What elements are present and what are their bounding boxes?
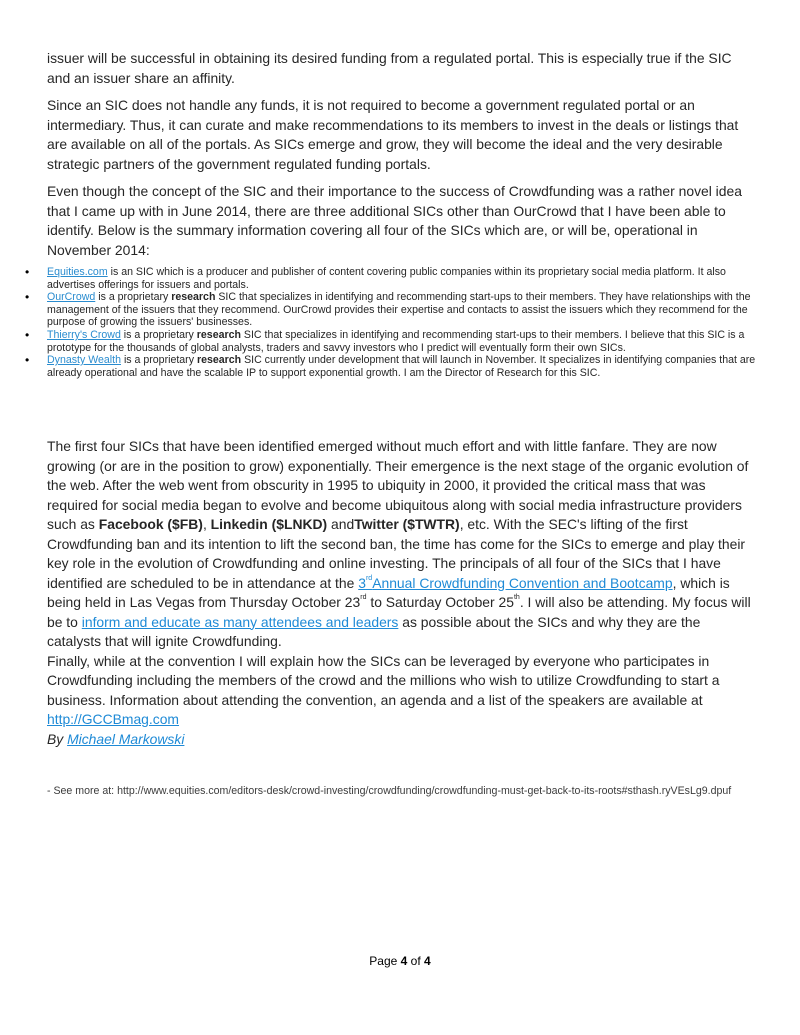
footer-page-label: Page — [369, 954, 401, 968]
bullet-bold: research — [196, 354, 242, 367]
text-run: Finally, while at the convention I will explain how the SICs can be leveraged by everyone who participates in Crowdfunding including the members of the crowd and the millions who wish to utilize Crowdfunding to start a business. Information about attending the convention, an agenda and a list of the speakers are available at — [47, 652, 720, 708]
superscript: rd — [365, 574, 373, 582]
dynasty-wealth-link[interactable]: Dynasty Wealth — [47, 354, 121, 367]
text-run: as possible about the SICs and why they are the catalysts that will ignite Crowdfunding. — [47, 613, 701, 649]
sic-bullet-list — [25, 266, 760, 379]
paragraph-4 — [47, 437, 757, 652]
bullet-text: SIC that specializes in identifying and recommending start-ups to their members. They have relationships with the management of the issuers that they recommend. OurCrowd provides their expertise and contacts to assist the issuers which they recommend for the purpose of growing the issuers' businesses. — [47, 291, 751, 329]
list-item — [25, 329, 760, 354]
footer-page-total: 4 — [424, 954, 431, 968]
text-run: and — [327, 516, 355, 532]
paragraph-5 — [47, 652, 757, 730]
bullet-text: SIC that specializes in identifying and recommending start-ups to their members. I believe that this SIC is a prototype for the thousands of global analysts, traders and savvy investors who I predict will eventually form their own SICs. — [47, 328, 745, 354]
convention-number: 3 — [358, 574, 366, 591]
paragraph-1-text: issuer will be successful in obtaining its desired funding from a regulated portal. This is especially true if the SIC and an issuer share an affinity. — [47, 50, 732, 86]
text-run: The first four SICs that have been identified emerged without much effort and with little fanfare. They are now growing (or are in the position to grow) exponentially. Their emergence is the next stage of the organic evolution of the web. After the web went from obscurity in 1995 to ubiquity in 2000, it provided the critical mass that was required for social media began to evolve and become ubiquitous along with social media infrastructure providers such as — [47, 438, 749, 532]
paragraph-1 — [47, 49, 757, 88]
paragraph-3 — [47, 182, 757, 260]
body-section — [47, 437, 757, 749]
list-item — [25, 291, 760, 329]
footer-of-label: of — [407, 954, 425, 968]
convention-link[interactable] — [358, 575, 672, 591]
byline-prefix: By — [47, 730, 68, 747]
bullet-bold: research — [171, 291, 216, 304]
paragraph-3-text: Even though the concept of the SIC and their importance to the success of Crowdfunding was a rather novel idea that I came up with in June 2014, there are three additional SICs other than OurCrowd that I have been able to identify. Below is the summary information covering all four of the SICs which are, or will be, operational in November 2014: — [47, 183, 742, 258]
inform-educate-link[interactable]: inform and educate as many attendees and leaders — [81, 613, 399, 630]
gccbmag-link[interactable]: http://GCCBmag.com — [47, 711, 180, 727]
text-run: , etc. With the SEC's lifting of the first Crowdfunding ban and its intention to lift the second ban, the time has come for the SICs to emerge and play their key role in the evolution of Crowdfunding and online investing. The principals of all four of the SICs that I have identified are scheduled to be in attendance at the — [47, 516, 746, 591]
text-run: . I will also be attending. My focus will be to — [47, 594, 751, 630]
superscript: rd — [360, 594, 367, 601]
see-more-url: - See more at: http://www.equities.com/editors-desk/crowd-investing/crowdfunding/crowdfunding-must-get-back-to-its-roots#sthash.ryVEsLg9.dpuf — [47, 785, 732, 797]
twitter-ticker: Twitter ($TWTR) — [354, 516, 460, 532]
list-item — [25, 266, 760, 291]
byline — [47, 730, 757, 750]
facebook-ticker: Facebook ($FB) — [98, 516, 203, 532]
footer-page-number: 4 — [400, 954, 408, 968]
author-link[interactable]: Michael Markowski — [67, 730, 185, 747]
bullet-text: is a proprietary — [121, 354, 197, 367]
bullet-text: is a proprietary — [120, 328, 197, 341]
text-run: , — [202, 516, 211, 532]
text-run: , which is being held in Las Vegas from Thursday October 23 — [47, 574, 730, 610]
equities-link[interactable]: Equities.com — [47, 266, 108, 278]
linkedin-ticker: Linkedin ($LNKD) — [210, 516, 328, 532]
text-run: to Saturday October 25 — [366, 594, 514, 610]
bullet-text: SIC currently under development that will launch in November. It specializes in identifying companies that are already operational and have the scalable IP to support exponential growth. I am the Director of Research for this SIC. — [47, 354, 756, 379]
page-footer — [0, 954, 800, 968]
ourcrowd-link[interactable]: OurCrowd — [47, 291, 96, 304]
convention-link-text: Annual Crowdfunding Convention and Bootcamp — [372, 574, 673, 591]
bullet-text: is a proprietary — [95, 291, 172, 304]
bullet-text: is an SIC which is a producer and publisher of content covering public companies within its proprietary social media platform. It also advertises offerings for issuers and portals. — [47, 266, 726, 291]
paragraph-2-text: Since an SIC does not handle any funds, it is not required to become a government regulated portal or an intermediary. Thus, it can curate and make recommendations to its members to invest in the deals or listings that are available on all of the portals. As SICs emerge and grow, they will become the ideal and the very desirable strategic partners of the government regulated funding portals. — [47, 97, 739, 172]
bullet-bold: research — [196, 328, 241, 341]
list-item — [25, 354, 760, 379]
superscript: th — [513, 594, 520, 601]
thierrys-crowd-link[interactable]: Thierry's Crowd — [47, 328, 121, 341]
paragraph-2 — [47, 96, 757, 174]
